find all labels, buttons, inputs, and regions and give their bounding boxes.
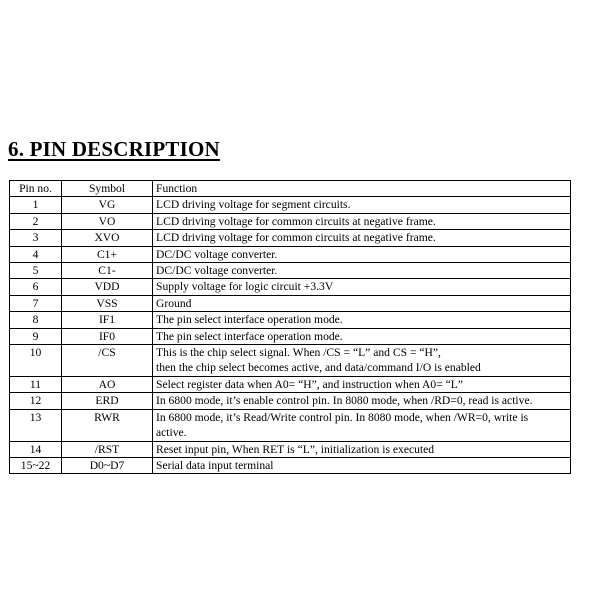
function-text-line: Reset input pin, When RET is “L”, initialization is executed	[156, 442, 435, 456]
table-row	[10, 441, 571, 457]
header-function: Function	[153, 181, 571, 197]
pin-function-cell	[153, 457, 571, 473]
pin-symbol-cell: IF1	[62, 312, 153, 328]
function-text-line: then the chip select becomes active, and data/command I/O is enabled	[156, 361, 481, 375]
pin-function-cell	[153, 279, 571, 295]
pin-symbol-cell: C1+	[62, 246, 153, 262]
function-text-line: DC/DC voltage converter.	[156, 247, 278, 261]
pin-symbol-cell: VO	[62, 213, 153, 229]
table-row	[10, 457, 571, 473]
pin-function-cell	[153, 213, 571, 229]
table-row	[10, 345, 571, 377]
pin-symbol-cell: RWR	[62, 409, 153, 441]
function-text-line: In 6800 mode, it’s enable control pin. In 8080 mode, when /RD=0, read is active.	[156, 394, 533, 408]
pin-function-cell	[153, 409, 571, 441]
pin-symbol-cell: AO	[62, 376, 153, 392]
pin-symbol-cell: IF0	[62, 328, 153, 344]
function-text-line: LCD driving voltage for common circuits at negative frame.	[156, 231, 436, 245]
table-row	[10, 279, 571, 295]
header-pin-no: Pin no.	[10, 181, 62, 197]
pin-symbol-cell: /CS	[62, 345, 153, 377]
pin-symbol-cell: VG	[62, 197, 153, 213]
table-row	[10, 393, 571, 409]
pin-number-cell: 14	[10, 441, 62, 457]
table-row	[10, 376, 571, 392]
table-row	[10, 263, 571, 279]
pin-symbol-cell: D0~D7	[62, 457, 153, 473]
pin-number-cell: 15~22	[10, 457, 62, 473]
pin-number-cell: 1	[10, 197, 62, 213]
pin-number-cell: 10	[10, 345, 62, 377]
function-text-line: Supply voltage for logic circuit +3.3V	[156, 280, 334, 294]
table-row	[10, 197, 571, 213]
pin-description-table	[9, 180, 571, 474]
pin-symbol-cell: VDD	[62, 279, 153, 295]
pin-number-cell: 8	[10, 312, 62, 328]
pin-function-cell	[153, 246, 571, 262]
function-text-line: LCD driving voltage for common circuits at negative frame.	[156, 214, 436, 228]
table-row	[10, 295, 571, 311]
pin-symbol-cell: ERD	[62, 393, 153, 409]
function-text-line: Serial data input terminal	[156, 458, 274, 472]
pin-function-cell	[153, 328, 571, 344]
function-text-line: DC/DC voltage converter.	[156, 264, 278, 278]
table-row	[10, 312, 571, 328]
table-row	[10, 409, 571, 441]
pin-number-cell: 2	[10, 213, 62, 229]
function-text-line: Select register data when A0= “H”, and instruction when A0= “L”	[156, 377, 464, 391]
pin-function-cell	[153, 441, 571, 457]
pin-function-cell	[153, 393, 571, 409]
table-body	[10, 197, 571, 474]
pin-number-cell: 5	[10, 263, 62, 279]
function-text-line: LCD driving voltage for segment circuits.	[156, 198, 351, 212]
pin-function-cell	[153, 295, 571, 311]
pin-number-cell: 6	[10, 279, 62, 295]
table-row	[10, 213, 571, 229]
pin-number-cell: 13	[10, 409, 62, 441]
pin-function-cell	[153, 312, 571, 328]
pin-number-cell: 9	[10, 328, 62, 344]
pin-number-cell: 4	[10, 246, 62, 262]
function-text-line: Ground	[156, 296, 192, 310]
function-text-line: active.	[156, 426, 187, 440]
pin-function-cell	[153, 197, 571, 213]
pin-number-cell: 7	[10, 295, 62, 311]
pin-symbol-cell: XVO	[62, 230, 153, 246]
table-row	[10, 328, 571, 344]
table-row	[10, 230, 571, 246]
table-header-row	[10, 181, 571, 197]
header-symbol: Symbol	[62, 181, 153, 197]
function-text-line: This is the chip select signal. When /CS = “L” and CS = “H”,	[156, 346, 441, 360]
function-text-line: The pin select interface operation mode.	[156, 329, 343, 343]
function-text-line: In 6800 mode, it’s Read/Write control pin. In 8080 mode, when /WR=0, write is	[156, 410, 529, 424]
pin-symbol-cell: VSS	[62, 295, 153, 311]
pin-number-cell: 11	[10, 376, 62, 392]
pin-symbol-cell: C1-	[62, 263, 153, 279]
pin-number-cell: 12	[10, 393, 62, 409]
pin-function-cell	[153, 230, 571, 246]
pin-function-cell	[153, 263, 571, 279]
function-text-line: The pin select interface operation mode.	[156, 313, 343, 327]
pin-function-cell	[153, 345, 571, 377]
table-row	[10, 246, 571, 262]
section-title: 6. PIN DESCRIPTION	[8, 137, 220, 161]
pin-function-cell	[153, 376, 571, 392]
pin-number-cell: 3	[10, 230, 62, 246]
pin-symbol-cell: /RST	[62, 441, 153, 457]
